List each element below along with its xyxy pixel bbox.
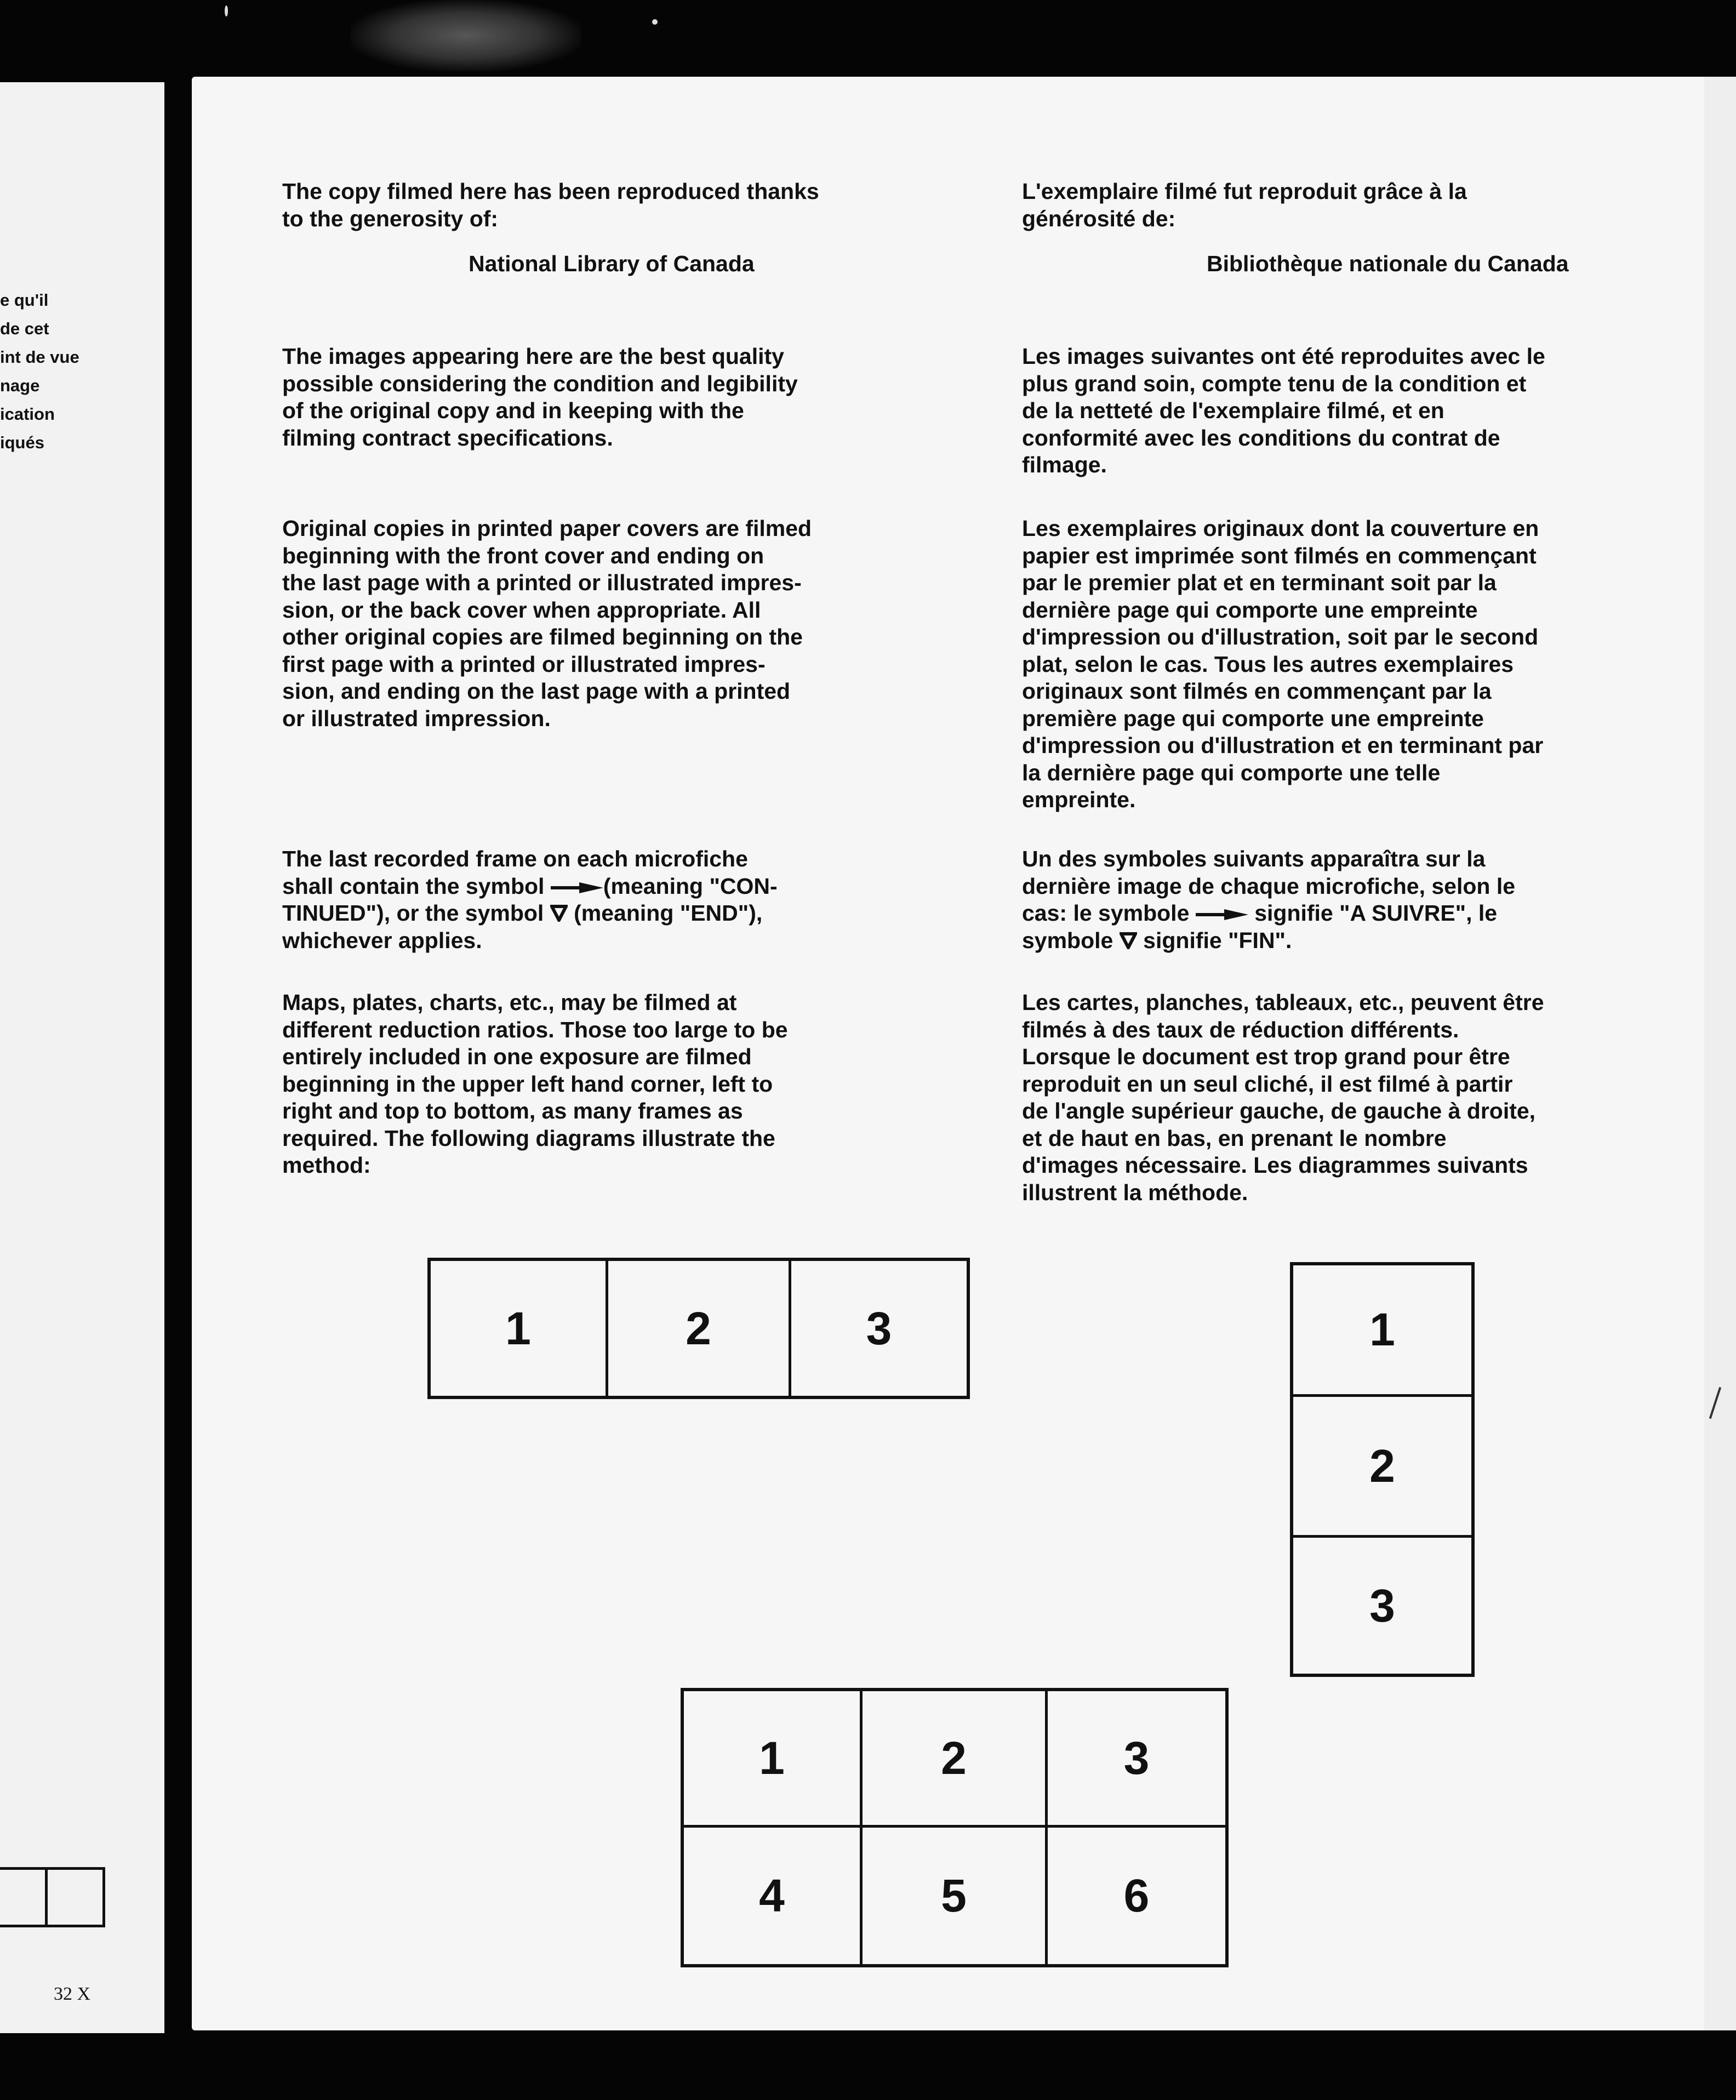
right-page-edge xyxy=(1704,77,1736,2030)
left-fragment-line: iqués xyxy=(0,433,44,452)
text-line xyxy=(282,900,778,927)
horizontal-frames-diagram xyxy=(427,1258,970,1399)
text-line: papier est imprimée sont filmés en commençant xyxy=(1022,543,1537,568)
text-line: beginning with the front cover and ending on xyxy=(282,543,764,568)
english-originals-paragraph xyxy=(282,515,812,732)
text-line: de la netteté de l'exemplaire filmé, et en xyxy=(1022,398,1444,423)
left-fragment-line: ication xyxy=(0,404,55,424)
vertical-frames-diagram xyxy=(1290,1262,1475,1677)
french-intro xyxy=(1022,178,1467,232)
french-originals-paragraph xyxy=(1022,515,1543,814)
english-intro xyxy=(282,178,819,232)
french-symbols-paragraph xyxy=(1022,846,1515,954)
text-line: conformité avec les conditions du contrat de xyxy=(1022,425,1500,450)
french-maps-paragraph xyxy=(1022,989,1544,1206)
notice-page xyxy=(192,77,1707,2030)
text-line: de l'angle supérieur gauche, de gauche à droite, xyxy=(1022,1098,1536,1123)
dust-speck xyxy=(225,5,228,16)
french-quality-paragraph xyxy=(1022,343,1545,479)
left-fragment-line: de cet xyxy=(0,319,49,338)
text-segment: symbole xyxy=(1022,927,1113,953)
text-line: other original copies are filmed beginning on the xyxy=(282,624,803,649)
frame-cell: 1 xyxy=(1293,1265,1471,1397)
text-line: dernière page qui comporte une empreinte xyxy=(1022,597,1478,623)
left-fragment-line: nage xyxy=(0,376,40,395)
text-line: par le premier plat et en terminant soit par la xyxy=(1022,570,1497,595)
frame-cell: 1 xyxy=(684,1691,863,1828)
film-noise xyxy=(351,0,581,71)
text-line: beginning in the upper left hand corner, left to xyxy=(282,1071,773,1097)
frame-cell: 2 xyxy=(608,1261,791,1396)
text-line xyxy=(282,873,778,900)
text-line: filming contract specifications. xyxy=(282,425,613,450)
text-line: sion, or the back cover when appropriate. All xyxy=(282,597,761,623)
english-maps-paragraph xyxy=(282,989,788,1179)
text-line: Les exemplaires originaux dont la couverture en xyxy=(1022,516,1539,541)
text-line: d'impression ou d'illustration et en terminant par xyxy=(1022,733,1544,758)
text-line: Maps, plates, charts, etc., may be filmed at xyxy=(282,990,737,1015)
frame-cell: 3 xyxy=(1369,1579,1395,1631)
dust-speck xyxy=(652,19,658,25)
triangle-down-icon xyxy=(1120,932,1137,949)
text-line: originaux sont filmés en commençant par la xyxy=(1022,678,1492,704)
frame-cell: 4 xyxy=(684,1828,863,1964)
left-page-fragment xyxy=(0,82,164,2033)
left-fragment-diagram xyxy=(0,1867,105,1927)
text-line: Lorsque le document est trop grand pour être xyxy=(1022,1044,1510,1069)
text-line: of the original copy and in keeping with the xyxy=(282,398,744,423)
text-line: The images appearing here are the best quality xyxy=(282,344,784,369)
frame-cell: 3 xyxy=(866,1302,892,1354)
frame-cell: 5 xyxy=(863,1828,1048,1964)
frame-cell: 3 xyxy=(1048,1691,1225,1828)
left-fragment-line: int de vue xyxy=(0,347,79,367)
english-institution: National Library of Canada xyxy=(469,251,755,276)
text-line: The copy filmed here has been reproduced thanks xyxy=(282,179,819,204)
french-institution: Bibliothèque nationale du Canada xyxy=(1207,251,1569,276)
text-line: L'exemplaire filmé fut reproduit grâce à la xyxy=(1022,179,1467,204)
text-line: to the generosity of: xyxy=(282,206,499,231)
text-segment: (meaning "END"), xyxy=(574,900,763,926)
text-line: whichever applies. xyxy=(282,927,482,953)
text-line: entirely included in one exposure are filmed xyxy=(282,1044,752,1069)
frame-cell: 2 xyxy=(1293,1397,1471,1538)
triangle-down-icon xyxy=(550,904,568,922)
text-line: possible considering the condition and legibility xyxy=(282,370,798,396)
text-line: method: xyxy=(282,1152,371,1178)
text-line: right and top to bottom, as many frames as xyxy=(282,1098,743,1123)
text-line: générosité de: xyxy=(1022,206,1176,231)
text-line: la dernière page qui comporte une telle xyxy=(1022,760,1441,785)
english-symbols-paragraph xyxy=(282,846,778,954)
arrow-right-icon xyxy=(1196,909,1248,920)
text-line xyxy=(1022,900,1515,927)
text-line: required. The following diagrams illustrate the xyxy=(282,1125,775,1151)
text-line xyxy=(1022,927,1515,955)
text-segment: TINUED"), or the symbol xyxy=(282,900,544,926)
text-line: different reduction ratios. Those too large to be xyxy=(282,1017,788,1042)
text-line: filmage. xyxy=(1022,452,1107,477)
text-line: plus grand soin, compte tenu de la condition et xyxy=(1022,370,1527,396)
text-line: illustrent la méthode. xyxy=(1022,1179,1248,1205)
text-line: première page qui comporte une empreinte xyxy=(1022,705,1484,731)
text-line: plat, selon le cas. Tous les autres exemplaires xyxy=(1022,651,1514,677)
text-line: dernière image de chaque microfiche, selon le xyxy=(1022,873,1516,899)
text-line: d'impression ou d'illustration, soit par le second xyxy=(1022,624,1539,649)
arrow-right-icon xyxy=(551,882,603,893)
text-segment: signifie "FIN". xyxy=(1143,927,1292,953)
text-line: Les images suivantes ont été reproduites avec le xyxy=(1022,344,1545,369)
text-line: Original copies in printed paper covers are filmed xyxy=(282,516,812,541)
text-segment: shall contain the symbol xyxy=(282,873,545,899)
text-line: first page with a printed or illustrated impres- xyxy=(282,651,766,677)
text-segment: cas: le symbole xyxy=(1022,900,1190,926)
text-line: filmés à des taux de réduction différents. xyxy=(1022,1017,1459,1042)
frame-cell: 1 xyxy=(431,1261,608,1396)
text-line: reproduit en un seul cliché, il est filmé à partir xyxy=(1022,1071,1513,1097)
text-segment: signifie "A SUIVRE", le xyxy=(1254,900,1498,926)
text-line: or illustrated impression. xyxy=(282,705,551,731)
text-line: et de haut en bas, en prenant le nombre xyxy=(1022,1125,1447,1151)
frame-cell: 2 xyxy=(863,1691,1048,1828)
grid-frames-diagram xyxy=(681,1688,1229,1967)
text-line: the last page with a printed or illustrated impres- xyxy=(282,570,802,595)
frame-cell: 6 xyxy=(1123,1870,1150,1921)
text-line: d'images nécessaire. Les diagrammes suivants xyxy=(1022,1152,1528,1178)
reduction-ratio: 32 X xyxy=(54,1984,91,2004)
english-quality-paragraph xyxy=(282,343,798,452)
text-line: The last recorded frame on each microfiche xyxy=(282,846,748,871)
text-line: sion, and ending on the last page with a printed xyxy=(282,678,791,704)
left-fragment-line: e qu'il xyxy=(0,290,49,310)
text-line: Les cartes, planches, tableaux, etc., peuvent être xyxy=(1022,990,1544,1015)
text-line: Un des symboles suivants apparaîtra sur la xyxy=(1022,846,1486,871)
text-line: empreinte. xyxy=(1022,787,1136,812)
text-segment: (meaning "CON- xyxy=(603,873,778,899)
